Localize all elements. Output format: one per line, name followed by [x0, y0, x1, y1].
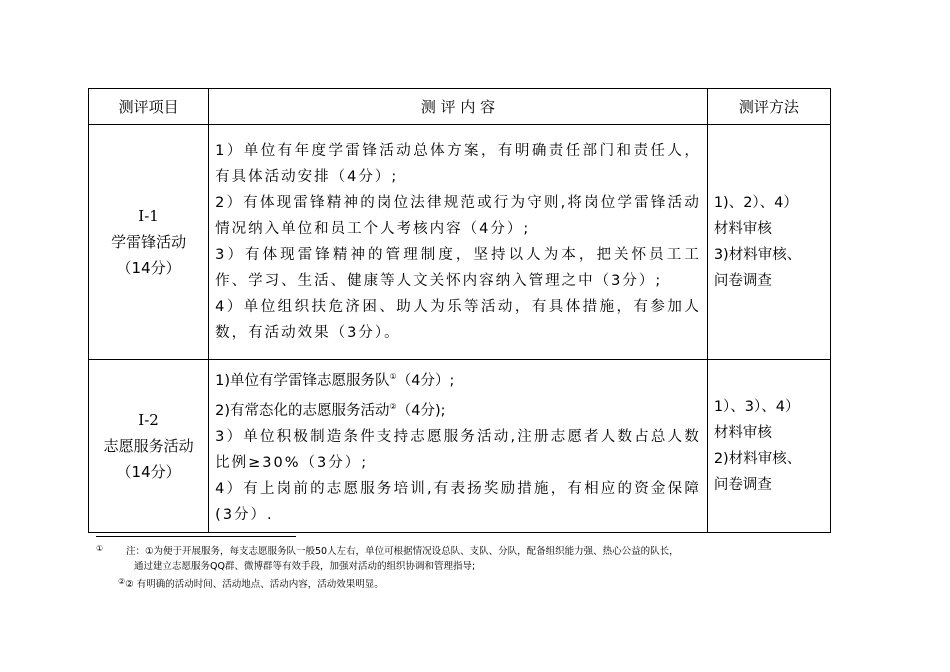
content-cell [209, 360, 708, 533]
method-line: 材料审核 [713, 425, 772, 441]
content-line: 2）有体现雷锋精神的岗位法律规范或行为守则,将岗位学雷锋活动情况纳入单位和员工个人考核内容（4分）; [215, 195, 701, 237]
footnote-2: ②② 有明确的活动时间、活动地点、活动内容，活动效果明显。 [118, 577, 384, 590]
method-line: 2)材料审核、 [713, 451, 802, 467]
item-code: I-1 [138, 207, 159, 225]
table-header-row [89, 89, 831, 125]
content-cell [209, 125, 708, 360]
item-score: （14分） [116, 259, 181, 277]
content-line: 4）有上岗前的志愿服务培训,有表扬奖励措施，有相应的资金保障(3分）. [215, 481, 701, 523]
item-cell [89, 360, 209, 533]
method-line: 问卷调查 [713, 477, 772, 493]
method-line: 1）、3）、4） [713, 399, 800, 415]
content-line: 2)有常态化的志愿服务活动②（4分); [215, 402, 446, 419]
method-line: 材料审核 [713, 221, 772, 237]
footnotes [96, 541, 836, 592]
item-name: 志愿服务活动 [103, 437, 194, 455]
footnote-ref: ① [389, 372, 397, 381]
footnote-mark: ① [96, 544, 104, 553]
item-name: 学雷锋活动 [111, 233, 187, 251]
method-line: 1)、2）、4） [713, 195, 798, 211]
content-line: 1）单位有年度学雷锋活动总体方案，有明确责任部门和责任人，有具体活动安排（4分）; [215, 143, 701, 185]
content-line: 1)单位有学雷锋志愿服务队①（4分）; [215, 372, 455, 389]
footnote-ref: ② [389, 402, 397, 411]
method-cell [707, 360, 830, 533]
footnote-1: ① 注：①为便于开展服务，每支志愿服务队一般50人左右，单位可根据情况设总队、支队、分队，配备组织能力强、热心公益的队长， [96, 541, 836, 559]
item-score: （14分） [116, 463, 181, 481]
item-code: I-2 [138, 411, 159, 429]
header-item: 测评项目 [89, 89, 209, 125]
assessment-table [88, 88, 831, 533]
content-line: 3）单位积极制造条件支持志愿服务活动,注册志愿者人数占总人数比例≥30%（3分）; [215, 429, 701, 471]
footnote-1-cont: 通过建立志愿服务QQ群、微博群等有效手段，加强对活动的组织协调和管理指导; [134, 561, 476, 572]
header-method: 测评方法 [707, 89, 830, 125]
item-cell [89, 125, 209, 360]
table-row [89, 360, 831, 533]
footnote-mark: ② [118, 577, 126, 586]
method-line: 3)材料审核、 [713, 247, 802, 263]
content-line: 3）有体现雷锋精神的管理制度，坚持以人为本，把关怀员工工作、学习、生活、健康等人文关怀内容纳入管理之中（3分）; [215, 247, 701, 289]
footnote-separator [96, 536, 296, 537]
header-content: 测 评 内 容 [209, 89, 708, 125]
content-line: 4）单位组织扶危济困、助人为乐等活动，有具体措施，有参加人数，有活动效果（3分）。 [215, 299, 701, 341]
method-line: 问卷调查 [713, 273, 772, 289]
method-cell [707, 125, 830, 360]
table-row [89, 125, 831, 360]
